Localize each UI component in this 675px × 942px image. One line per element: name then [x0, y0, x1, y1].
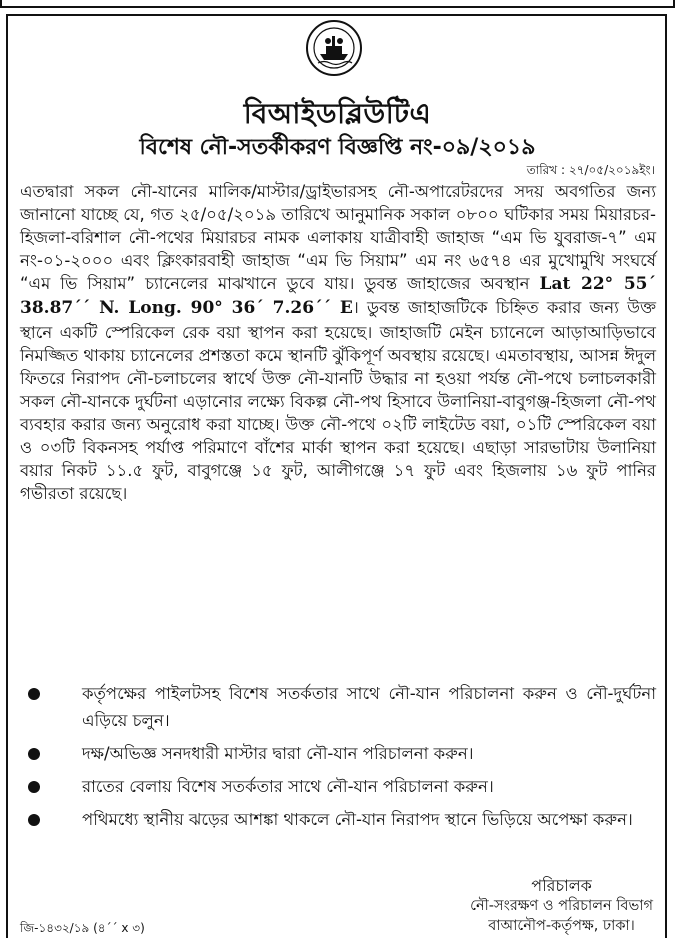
signatory-department: নৌ-সংরক্ষণ ও পরিচালন বিভাগ	[470, 898, 653, 914]
top-border	[0, 0, 675, 8]
bangladesh-inland-water-transport-authority-seal-icon	[306, 20, 362, 76]
wreck-coordinates: Lat 22° 55´ 38.87´´ N. Long. 90° 36´ 7.26´´ E	[20, 274, 657, 319]
signatory-office: বাআনৌপ-কর্তৃপক্ষ, ঢাকা।	[488, 918, 635, 934]
signatory-title: পরিচালক	[531, 876, 592, 895]
list-item	[20, 806, 656, 833]
organization-name: বিআইডব্লিউটিএ	[243, 97, 432, 130]
list-item-text: কর্তৃপক্ষের পাইলটসহ বিশেষ সতর্কতার সাথে নৌ-যান পরিচালনা করুন ও নৌ-দুর্ঘটনা এড়িয়ে চলুন।	[82, 684, 656, 730]
bullet-icon	[28, 748, 40, 760]
body-text-after-coordinates: । ডুবন্ত জাহাজটিকে চিহ্নিত করার জন্য উক্ত স্থানে একটি স্পেরিকেল রেক বয়া স্থাপন করা হয়েছে। জাহাজটি মেইন চ্যানেলে আড়াআড়িভাবে নিমজ্জিত থাকায় চ্যানেলের প্রশস্ততা কমে স্থানটি ঝুঁকিপূর্ণ অবস্থায় রয়েছে। এমতাবস্থায়, আসন্ন ঈদুল ফিতরে নিরাপদ নৌ-চলাচলের স্বার্থে উক্ত নৌ-যানটি উদ্ধার না হওয়া পর্যন্ত নৌ-পথে চলাচলকারী সকল নৌ-যানকে দুর্ঘটনা এড়ানোর লক্ষ্যে বিকল্প নৌ-পথ হিসাবে উলানিয়া-বাবুগঞ্জ-হিজলা নৌ-পথ ব্যবহার করার জন্য অনুরোধ করা যাচ্ছে। উক্ত নৌ-পথে ০২টি লাইটেড বয়া, ০১টি স্পেরিকেল বয়া ও ০৩টি বিকনসহ পর্যাপ্ত পরিমাণে বাঁশের মার্কা স্থাপন করা হয়েছে। এছাড়া সারভাটায় উলানিয়া বয়ার নিকট ১১.৫ ফুট, বাবুগঞ্জে ১৫ ফুট, আলীগঞ্জে ১৭ ফুট এবং হিজলায় ১৬ ফুট পানির গভীরতা রয়েছে।	[20, 298, 656, 504]
list-item	[20, 773, 656, 800]
notice-title: বিশেষ নৌ-সতর্কীকরণ বিজ্ঞপ্তি নং-০৯/২০১৯	[139, 135, 536, 160]
print-code: জি-১৪৩২/১৯ (৪´´ x ৩)	[20, 921, 145, 935]
list-item-text: রাতের বেলায় বিশেষ সতর্কতার সাথে নৌ-যান পরিচালনা করুন।	[82, 777, 494, 796]
list-item	[20, 740, 656, 767]
list-item-text: পথিমধ্যে স্থানীয় ঝড়ের আশঙ্কা থাকলে নৌ-যান নিরাপদ স্থানে ভিড়িয়ে অপেক্ষা করুন।	[82, 810, 633, 829]
bullet-icon	[28, 688, 40, 700]
body-text-before-coordinates: এতদ্বারা সকল নৌ-যানের মালিক/মাস্টার/ড্রাইভারসহ নৌ-অপারেটরদের সদয় অবগতির জন্য জানানো যাচ্ছে যে, গত ২৫/০৫/২০১৯ তারিখে আনুমানিক সকাল ০৮০০ ঘটিকার সময় মিয়ারচর-হিজলা-বরিশাল নৌ-পথের মিয়ারচর নামক এলাকায় যাত্রীবাহী জাহাজ “এম ভি যুবরাজ-৭” এম নং-০১-২০০০ এবং ক্লিংকারবাহী জাহাজ “এম ভি সিয়াম” এম নং ৬৫৭৪ এর মুখোমুখি সংঘর্ষে “এম ভি সিয়াম” চ্যানেলের মাঝখানে ডুবে যায়। ডুবন্ত জাহাজের অবস্থান	[20, 182, 656, 294]
signature-block	[470, 876, 653, 936]
body-paragraph	[20, 180, 656, 505]
notice-date: তারিখ : ২৭/০৫/২০১৯ইং।	[526, 163, 655, 177]
list-item	[20, 680, 656, 734]
list-item-text: দক্ষ/অভিজ্ঞ সনদধারী মাস্টার দ্বারা নৌ-যান পরিচালনা করুন।	[82, 744, 474, 763]
instruction-list	[20, 680, 656, 839]
bullet-icon	[28, 814, 40, 826]
bullet-icon	[28, 781, 40, 793]
notice-body	[20, 180, 656, 505]
